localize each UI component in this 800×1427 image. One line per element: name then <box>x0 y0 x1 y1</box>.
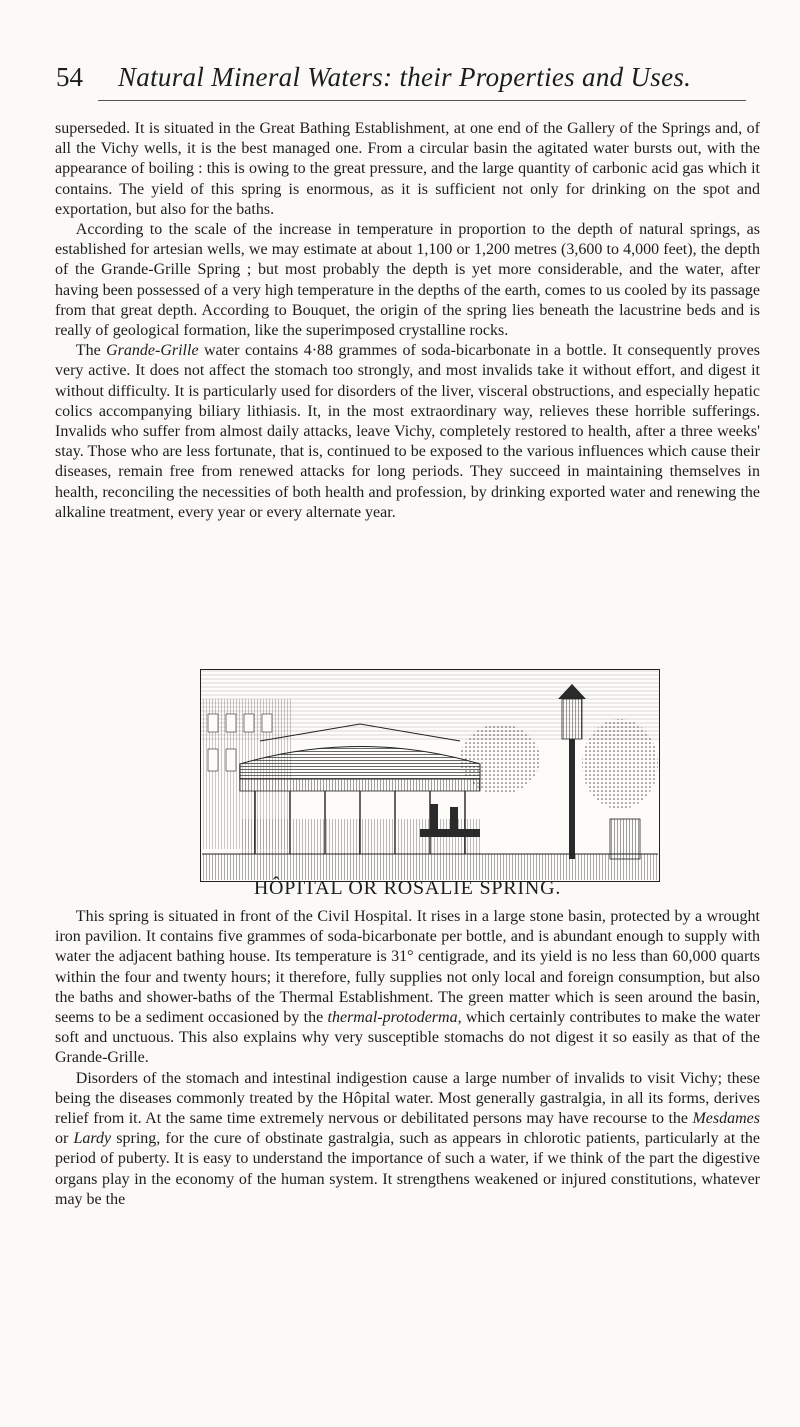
running-title: Natural Mineral Waters: their Properties and Uses. <box>118 62 692 92</box>
spring-name: Lardy <box>73 1130 112 1148</box>
page-header <box>56 62 756 102</box>
paragraph-lead: The <box>75 342 107 360</box>
text-run: Disorders of the stomach and intestinal indigestion cause a large number of invalids to visit Vichy; these being the diseases commonly treated by the Hôpital water. Most generally gastralgia, in all its forms, derives relief from it. At the same time extremely nervous or debilitated persons may have recourse to the <box>55 1069 760 1128</box>
text-run: or <box>55 1130 74 1148</box>
spring-name: Mesdames <box>692 1110 760 1128</box>
engraving-illustration <box>200 669 660 882</box>
text-run: This spring is situated in front of the Civil Hospital. It rises in a large stone basin, protected by a wrought iron pavilion. It contains five grammes of soda-bicarbonate per bottle, and is abundant enough to supply with water the adjacent bathing house. Its temperature is 31° centigrade, and its yield is no less than 60,000 quarts within the four and twenty hours; it therefore, fully supplies not only local and foreign consumption, but also the baths and shower-baths of the Thermal Establishment. The green matter which is seen around the basin, seems to be a sediment occasioned by the <box>55 908 760 1027</box>
paragraph <box>55 1069 760 1210</box>
spring-name: Grande-Grille <box>106 342 199 360</box>
text-block-lower <box>55 907 760 1210</box>
text-run: spring, for the cure of obstinate gastralgia, such as appears in chlorotic patients, particularly at the period of puberty. It is easy to understand the importance of such a water, if we think of the part the digestive organs play in the economy of the human system. It strengthens weakened or injured constitutions, whatever may be the <box>55 1130 761 1208</box>
paragraph <box>55 907 760 1069</box>
page-number: 54 <box>56 62 83 92</box>
paragraph-rest: water contains 4·88 grammes of soda-bicarbonate in a bottle. It consequently proves very active. It does not affect the stomach too strongly, and most invalids take it without effort, and digest it without difficulty. It is particularly used for disorders of the liver, visceral obstructions, and especially hepatic colics accompanying biliary lithiasis. It, in the most extraordinary way, relieves these horrible sufferings. Invalids who suffer from almost daily attacks, leave Vichy, completely restored to health, after a three weeks' stay. Those who are less fortunate, that is, continued to be exposed to the various influences which cause their diseases, remain free from renewed attacks for long periods. They succeed in maintaining themselves in health, reconciling the necessities of both health and profession, by drinking exported water and renewing the alkaline treatment, every year or every alternate year. <box>55 342 760 521</box>
header-rule <box>98 100 746 101</box>
paragraph: superseded. It is situated in the Great Bathing Establishment, at one end of the Gallery of the Springs and, of all the Vichy wells, it is the best managed one. From a circular basin the agitated water bursts out, with the appearance of boiling : this is owing to the great pressure, and the large quantity of carbonic acid gas which it contains. The yield of this spring is enormous, as it is sufficient not only for drinking on the spot and exportation, but also for the baths. <box>55 120 760 218</box>
term: thermal-protoderma, <box>327 1009 462 1027</box>
text-block-upper <box>55 119 760 523</box>
paragraph <box>55 341 760 523</box>
text-run: which certainly contributes to make the water soft and unctuous. This also explains why very susceptible stomachs do not digest it so easily as that of the Grande-Grille. <box>55 1009 760 1067</box>
figure-caption: HÔPITAL OR ROSALIE SPRING. <box>253 877 562 899</box>
paragraph: According to the scale of the increase in temperature in proportion to the depth of natural springs, as established for artesian wells, we may estimate at about 1,100 or 1,200 metres (3,600 to 4,000 feet), the depth of the Grande-Grille Spring ; but most probably the depth is yet more considerable, and the water, after having been possessed of a very high temperature in the depths of the earth, comes to us cooled by its passage from that great depth. According to Bouquet, the origin of the spring lies beneath the lacustrine beds and is really of geological formation, like the superimposed crystalline rocks. <box>55 221 760 340</box>
